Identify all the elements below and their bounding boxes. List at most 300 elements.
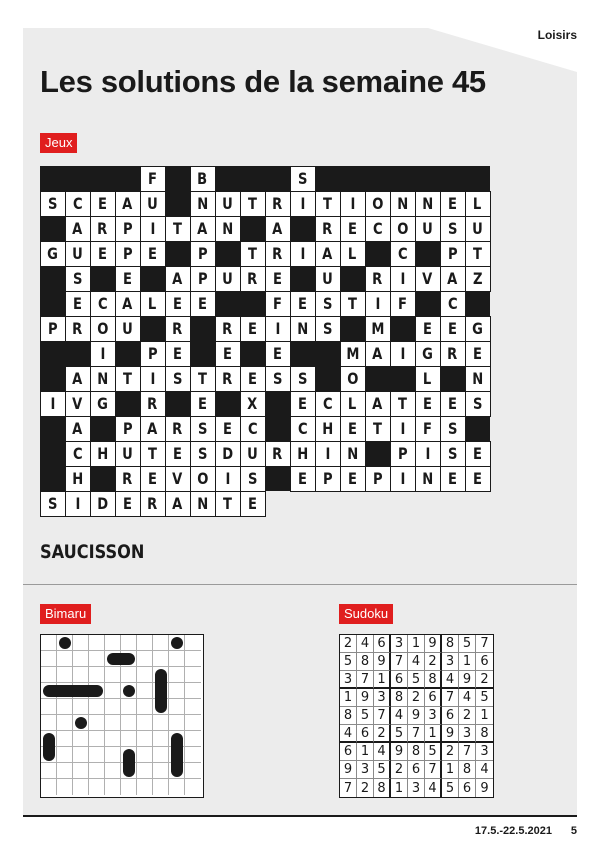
- crossword-letter: R: [272, 194, 283, 213]
- crossword-letter: Z: [472, 269, 483, 288]
- crossword-letter: F: [148, 169, 157, 188]
- crossword-letter: U: [122, 319, 133, 338]
- ship-segment-sub: [171, 637, 183, 649]
- crossword-black-cell: [40, 166, 65, 191]
- sudoku-cell: 5: [442, 779, 459, 797]
- ship-segment-bottom: [171, 763, 183, 777]
- bimaru-cell: [57, 683, 73, 699]
- bimaru-cell: [169, 747, 185, 763]
- crossword-letter: S: [447, 444, 458, 463]
- crossword-letter-cell: [190, 266, 216, 292]
- crossword-black-cell: [465, 166, 490, 191]
- crossword-letter: A: [447, 269, 458, 288]
- crossword-letter-cell: [340, 441, 366, 467]
- bimaru-cell: [137, 779, 153, 795]
- crossword-letter-cell: [190, 291, 216, 317]
- sudoku-grid: [339, 634, 494, 798]
- crossword-letter: I: [275, 319, 280, 338]
- sudoku-cell: 5: [425, 743, 442, 761]
- crossword-empty-space: [290, 516, 315, 541]
- crossword-empty-space: [440, 516, 465, 541]
- sudoku-cell: 8: [459, 761, 476, 779]
- crossword-letter: L: [348, 244, 357, 263]
- crossword-letter-cell: [190, 166, 216, 192]
- bimaru-cell: [169, 715, 185, 731]
- bimaru-cell: [73, 715, 89, 731]
- crossword-letter: S: [72, 269, 83, 288]
- sudoku-cell: 7: [391, 653, 408, 671]
- crossword-letter-cell: [215, 341, 241, 367]
- crossword-letter-cell: [140, 491, 166, 517]
- crossword-black-cell: [40, 291, 65, 316]
- crossword-letter: E: [148, 244, 157, 263]
- crossword-letter: U: [322, 269, 333, 288]
- issue-date: 17.5.-22.5.2021: [474, 825, 552, 837]
- crossword-letter: C: [397, 244, 408, 263]
- crossword-letter-cell: [415, 341, 441, 367]
- crossword-letter-cell: [215, 491, 241, 517]
- sudoku-cell: 5: [357, 707, 374, 725]
- crossword-letter-cell: [340, 416, 366, 442]
- bimaru-cell: [137, 763, 153, 779]
- crossword-letter: A: [72, 369, 83, 388]
- sudoku-cell: 7: [357, 671, 374, 689]
- crossword-letter-cell: [390, 466, 416, 492]
- crossword-letter-cell: [140, 391, 166, 417]
- crossword-letter: P: [447, 244, 458, 263]
- bimaru-cell: [41, 651, 57, 667]
- crossword-black-cell: [90, 466, 115, 491]
- crossword-letter: P: [322, 469, 333, 488]
- bimaru-cell: [153, 699, 169, 715]
- crossword-letter-cell: [40, 191, 66, 217]
- crossword-letter: E: [148, 469, 157, 488]
- sudoku-cell: 4: [357, 635, 374, 653]
- crossword-letter-cell: [465, 216, 491, 242]
- crossword-letter-cell: [65, 216, 91, 242]
- sudoku-cell: 3: [357, 761, 374, 779]
- crossword-letter-cell: [65, 316, 91, 342]
- sudoku-cell: 5: [476, 689, 493, 707]
- crossword-letter-cell: [240, 316, 266, 342]
- sudoku-cell: 8: [442, 635, 459, 653]
- sudoku-cell: 5: [374, 761, 391, 779]
- sudoku-cell: 7: [459, 743, 476, 761]
- crossword-letter-cell: [140, 416, 166, 442]
- crossword-letter: R: [272, 244, 283, 263]
- crossword-black-cell: [40, 216, 65, 241]
- crossword-letter: E: [273, 269, 282, 288]
- crossword-letter-cell: [240, 391, 266, 417]
- bimaru-cell: [169, 651, 185, 667]
- crossword-letter: P: [122, 419, 133, 438]
- crossword-black-cell: [140, 316, 165, 341]
- crossword-empty-space: [365, 491, 390, 516]
- crossword-letter-cell: [440, 291, 466, 317]
- crossword-letter-cell: [465, 466, 491, 492]
- crossword-letter: C: [447, 294, 458, 313]
- crossword-letter: R: [272, 444, 283, 463]
- crossword-letter: A: [172, 269, 183, 288]
- sudoku-cell: 2: [476, 671, 493, 689]
- section-label: Loisirs: [537, 28, 577, 42]
- ship-segment-bottom: [155, 699, 167, 713]
- crossword-letter: I: [400, 269, 405, 288]
- section-divider: [23, 584, 577, 585]
- bimaru-cell: [137, 699, 153, 715]
- bimaru-cell: [57, 715, 73, 731]
- sudoku-cell: 5: [459, 635, 476, 653]
- crossword-letter: I: [425, 444, 430, 463]
- bimaru-cell: [73, 651, 89, 667]
- crossword-letter: E: [248, 369, 257, 388]
- crossword-letter-cell: [440, 341, 466, 367]
- bimaru-cell: [121, 683, 137, 699]
- crossword-letter-cell: [115, 466, 141, 492]
- crossword-letter: H: [97, 444, 108, 463]
- crossword-letter-cell: [390, 441, 416, 467]
- sudoku-cell: 6: [374, 635, 391, 653]
- crossword-black-cell: [215, 291, 240, 316]
- crossword-letter: A: [372, 344, 383, 363]
- crossword-black-cell: [165, 166, 190, 191]
- ship-segment-middle: [155, 683, 167, 699]
- bimaru-cell: [137, 651, 153, 667]
- crossword-letter: P: [122, 244, 133, 263]
- sudoku-cell: 9: [391, 743, 408, 761]
- bimaru-cell: [73, 635, 89, 651]
- crossword-letter-cell: [165, 291, 191, 317]
- bimaru-cell: [105, 683, 121, 699]
- crossword-letter: F: [273, 294, 282, 313]
- crossword-letter: E: [173, 294, 182, 313]
- crossword-letter: T: [473, 244, 482, 263]
- crossword-letter-cell: [140, 441, 166, 467]
- crossword-letter: N: [422, 469, 433, 488]
- crossword-letter: E: [198, 294, 207, 313]
- sudoku-cell: 8: [357, 653, 374, 671]
- crossword-letter-cell: [290, 366, 316, 392]
- crossword-black-cell: [215, 166, 240, 191]
- crossword-letter-cell: [465, 191, 491, 217]
- crossword-letter-cell: [415, 366, 441, 392]
- bimaru-cell: [89, 715, 105, 731]
- crossword-letter-cell: [240, 366, 266, 392]
- sudoku-cell: 8: [374, 779, 391, 797]
- crossword-black-cell: [315, 366, 340, 391]
- bimaru-cell: [185, 635, 201, 651]
- crossword-black-cell: [115, 166, 140, 191]
- bimaru-cell: [169, 699, 185, 715]
- crossword-black-cell: [265, 391, 290, 416]
- sudoku-cell: 4: [476, 761, 493, 779]
- crossword-letter: V: [72, 394, 83, 413]
- crossword-letter-cell: [465, 316, 491, 342]
- bimaru-cell: [121, 651, 137, 667]
- ship-segment-top: [155, 669, 167, 683]
- sudoku-cell: 3: [374, 689, 391, 707]
- sudoku-cell: 8: [425, 671, 442, 689]
- crossword-letter: E: [123, 494, 132, 513]
- crossword-letter: V: [172, 469, 183, 488]
- crossword-letter: P: [197, 269, 208, 288]
- bimaru-cell: [105, 635, 121, 651]
- crossword-letter-cell: [190, 391, 216, 417]
- crossword-letter: L: [148, 294, 157, 313]
- bimaru-cell: [121, 699, 137, 715]
- crossword-letter: C: [97, 294, 108, 313]
- crossword-letter-cell: [240, 191, 266, 217]
- crossword-black-cell: [265, 166, 290, 191]
- crossword-black-cell: [365, 441, 390, 466]
- crossword-letter: A: [272, 219, 283, 238]
- crossword-letter: F: [398, 294, 407, 313]
- crossword-letter: I: [50, 394, 55, 413]
- bimaru-cell: [153, 715, 169, 731]
- crossword-black-cell: [115, 341, 140, 366]
- crossword-letter: O: [396, 219, 409, 238]
- crossword-letter-cell: [315, 266, 341, 292]
- crossword-letter-cell: [65, 491, 91, 517]
- crossword-letter: N: [347, 444, 358, 463]
- sudoku-cell: 6: [425, 689, 442, 707]
- sudoku-cell: 5: [408, 671, 425, 689]
- crossword-letter: T: [148, 444, 157, 463]
- crossword-letter-cell: [440, 391, 466, 417]
- crossword-letter-cell: [165, 491, 191, 517]
- crossword-letter: U: [472, 219, 483, 238]
- crossword-letter: N: [297, 319, 308, 338]
- bimaru-cell: [153, 635, 169, 651]
- crossword-letter-cell: [415, 391, 441, 417]
- bimaru-cell: [73, 699, 89, 715]
- sudoku-cell: 6: [476, 653, 493, 671]
- crossword-letter-cell: [215, 216, 241, 242]
- crossword-letter-cell: [115, 191, 141, 217]
- crossword-letter-cell: [265, 266, 291, 292]
- crossword-letter: E: [423, 394, 432, 413]
- crossword-empty-space: [390, 491, 415, 516]
- sudoku-cell: 9: [480, 780, 489, 796]
- crossword-letter: T: [373, 419, 382, 438]
- crossword-black-cell: [365, 241, 390, 266]
- bimaru-cell: [57, 667, 73, 683]
- crossword-letter-cell: [115, 316, 141, 342]
- sudoku-cell: 9: [459, 671, 476, 689]
- crossword-letter: I: [225, 469, 230, 488]
- crossword-letter: N: [472, 369, 483, 388]
- crossword-letter: A: [322, 244, 333, 263]
- crossword-letter: U: [147, 194, 158, 213]
- sudoku-cell: 1: [391, 779, 408, 797]
- crossword-letter-cell: [90, 316, 116, 342]
- crossword-empty-space: [465, 516, 490, 541]
- bimaru-cell: [185, 731, 201, 747]
- ship-segment-hmid: [73, 685, 89, 697]
- crossword-black-cell: [65, 166, 90, 191]
- crossword-letter-cell: [165, 216, 191, 242]
- sudoku-cell: 8: [408, 743, 425, 761]
- sudoku-cell: 6: [340, 743, 357, 761]
- crossword-letter-cell: [340, 391, 366, 417]
- sudoku-cell: 9: [408, 707, 425, 725]
- crossword-letter: R: [122, 469, 133, 488]
- crossword-black-cell: [90, 266, 115, 291]
- crossword-letter: G: [422, 344, 433, 363]
- crossword-letter: E: [173, 344, 182, 363]
- sudoku-cell: 7: [442, 689, 459, 707]
- crossword-black-cell: [90, 166, 115, 191]
- crossword-letter-cell: [140, 166, 166, 192]
- crossword-letter-cell: [365, 341, 391, 367]
- crossword-letter: X: [247, 394, 258, 413]
- bimaru-cell: [73, 779, 89, 795]
- sudoku-cell: 2: [459, 707, 476, 725]
- crossword-letter: E: [348, 219, 357, 238]
- crossword-letter: R: [172, 419, 183, 438]
- crossword-letter-cell: [390, 291, 416, 317]
- bimaru-cell: [57, 747, 73, 763]
- crossword-letter: C: [297, 419, 308, 438]
- crossword-letter-cell: [40, 391, 66, 417]
- crossword-letter-cell: [90, 441, 116, 467]
- bimaru-cell: [169, 763, 185, 779]
- ship-segment-right: [89, 685, 103, 697]
- crossword-letter-cell: [390, 216, 416, 242]
- crossword-letter-cell: [290, 291, 316, 317]
- sudoku-cell: 1: [425, 725, 442, 743]
- crossword-letter-cell: [415, 316, 441, 342]
- crossword-letter: A: [372, 394, 383, 413]
- crossword-letter-cell: [140, 291, 166, 317]
- crossword-black-cell: [440, 166, 465, 191]
- crossword-letter: A: [172, 494, 183, 513]
- bimaru-cell: [57, 779, 73, 795]
- ship-segment-top: [43, 733, 55, 747]
- bimaru-cell: [137, 683, 153, 699]
- crossword-letter: R: [247, 269, 258, 288]
- crossword-letter: E: [448, 194, 457, 213]
- crossword-letter-cell: [165, 416, 191, 442]
- crossword-black-cell: [415, 166, 440, 191]
- crossword-letter: S: [447, 219, 458, 238]
- bimaru-cell: [89, 699, 105, 715]
- sudoku-cell: 2: [442, 743, 459, 761]
- crossword-black-cell: [215, 241, 240, 266]
- bimaru-cell: [57, 651, 73, 667]
- crossword-letter-cell: [315, 441, 341, 467]
- crossword-letter-cell: [365, 266, 391, 292]
- sudoku-cell: 5: [340, 653, 357, 671]
- crossword-black-cell: [240, 166, 265, 191]
- crossword-letter: S: [47, 494, 58, 513]
- crossword-letter: E: [348, 469, 357, 488]
- crossword-letter: S: [47, 194, 58, 213]
- crossword-letter-cell: [290, 391, 316, 417]
- crossword-letter: I: [75, 494, 80, 513]
- bimaru-cell: [41, 731, 57, 747]
- sudoku-cell: 7: [340, 779, 357, 797]
- crossword-letter: D: [222, 444, 233, 463]
- crossword-letter: N: [222, 219, 233, 238]
- crossword-letter: C: [247, 419, 258, 438]
- crossword-letter-cell: [90, 191, 116, 217]
- crossword-letter-cell: [290, 316, 316, 342]
- crossword-black-cell: [265, 416, 290, 441]
- crossword-letter-cell: [240, 241, 266, 267]
- crossword-letter-cell: [40, 316, 66, 342]
- crossword-letter-cell: [240, 466, 266, 492]
- crossword-black-cell: [315, 166, 340, 191]
- crossword-empty-space: [265, 516, 290, 541]
- crossword-letter-cell: [165, 341, 191, 367]
- sudoku-cell: 4: [340, 725, 357, 743]
- crossword-letter-cell: [365, 191, 391, 217]
- sudoku-cell: 2: [340, 635, 357, 653]
- bimaru-cell: [137, 635, 153, 651]
- bimaru-cell: [105, 667, 121, 683]
- crossword-black-cell: [40, 366, 65, 391]
- crossword-letter: P: [397, 444, 408, 463]
- crossword-letter: E: [198, 394, 207, 413]
- ship-segment-left: [43, 685, 57, 697]
- crossword-letter-cell: [90, 366, 116, 392]
- sudoku-cell: 4: [374, 743, 391, 761]
- crossword-letter: I: [300, 194, 305, 213]
- crossword-letter: A: [147, 419, 158, 438]
- crossword-letter-cell: [190, 466, 216, 492]
- sudoku-cell: 7: [408, 725, 425, 743]
- crossword-letter-cell: [365, 416, 391, 442]
- crossword-letter: U: [247, 444, 258, 463]
- crossword-letter-cell: [290, 241, 316, 267]
- sudoku-cell: 9: [374, 653, 391, 671]
- crossword-letter: R: [147, 394, 158, 413]
- crossword-black-cell: [240, 216, 265, 241]
- crossword-letter: T: [398, 394, 407, 413]
- crossword-black-cell: [165, 241, 190, 266]
- crossword-letter: E: [223, 419, 232, 438]
- crossword-empty-space: [65, 516, 90, 541]
- ship-segment-bottom: [123, 763, 135, 777]
- bimaru-cell: [121, 715, 137, 731]
- sudoku-cell: 1: [374, 671, 391, 689]
- crossword-black-cell: [315, 341, 340, 366]
- crossword-black-cell: [390, 316, 415, 341]
- crossword-black-cell: [290, 266, 315, 291]
- sudoku-cell: 1: [340, 689, 357, 707]
- bimaru-cell: [185, 683, 201, 699]
- crossword-letter: I: [150, 369, 155, 388]
- crossword-letter-cell: [440, 416, 466, 442]
- crossword-letter: T: [323, 194, 332, 213]
- crossword-letter-cell: [340, 191, 366, 217]
- crossword-letter-cell: [140, 466, 166, 492]
- crossword-letter: H: [72, 469, 83, 488]
- crossword-black-cell: [290, 216, 315, 241]
- crossword-letter: T: [248, 194, 257, 213]
- crossword-letter-cell: [340, 291, 366, 317]
- bimaru-cell: [185, 763, 201, 779]
- crossword-letter: E: [123, 269, 132, 288]
- bimaru-cell: [57, 699, 73, 715]
- bimaru-cell: [121, 731, 137, 747]
- crossword-letter: U: [422, 219, 433, 238]
- ship-segment-right: [121, 653, 135, 665]
- crossword-letter: E: [298, 469, 307, 488]
- crossword-letter-cell: [115, 416, 141, 442]
- crossword-letter: T: [198, 369, 207, 388]
